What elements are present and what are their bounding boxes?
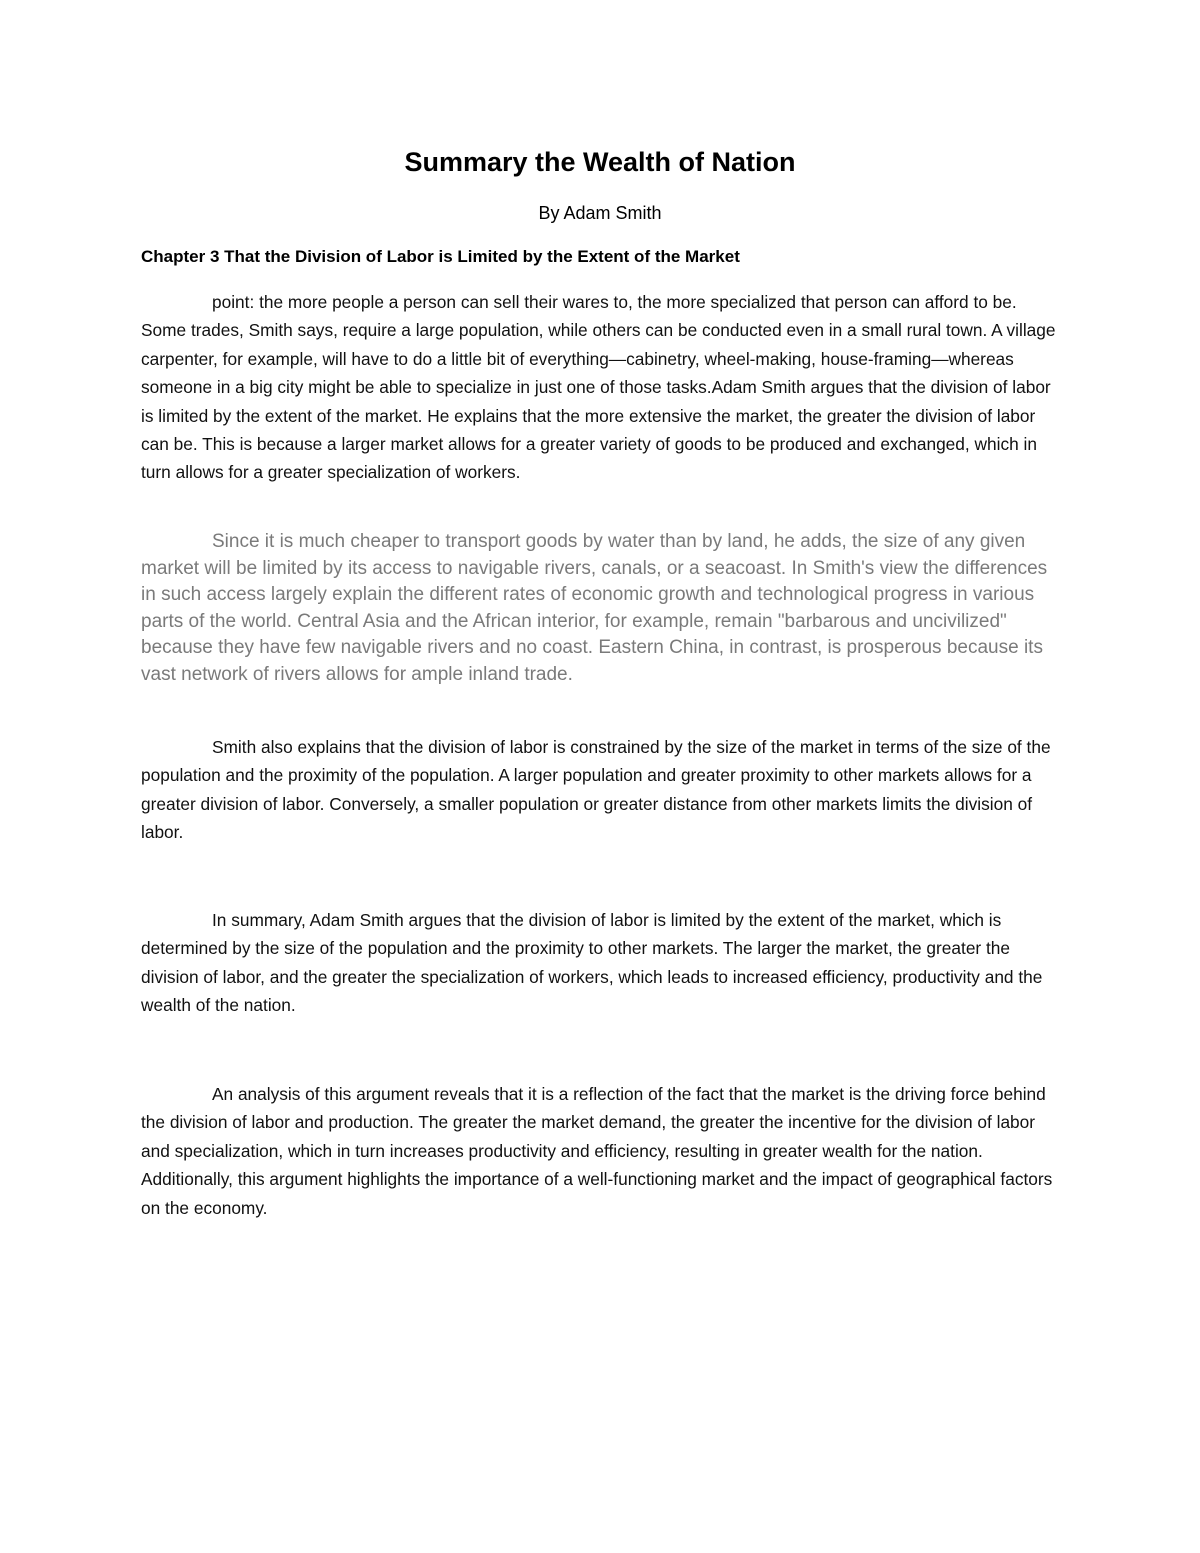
document-title: Summary the Wealth of Nation [404,147,796,177]
paragraph-population-proximity: Smith also explains that the division of labor is constrained by the size of the market in terms of the size of the population and the proximity of the population. A larger population and greater proximity to other markets allows for a greater division of labor. Conversely, a smaller population or greater distance from other markets limits the division of labor. [141,737,1051,843]
paragraph-water-transport: Since it is much cheaper to transport goods by water than by land, he adds, the size of any given market will be limited by its access to navigable rivers, canals, or a seacoast. In Smith's view the differences in such access largely explain the different rates of economic growth and technological progress in various parts of the world. Central Asia and the African interior, for example, remain "barbarous and uncivilized" because they have few navigable rivers and no coast. Eastern China, in contrast, is prosperous because its vast network of rivers allows for ample inland trade. [141,531,1048,685]
chapter-heading: Chapter 3 That the Division of Labor is Limited by the Extent of the Market [141,247,740,266]
paragraph-analysis: An analysis of this argument reveals that it is a reflection of the fact that the market is the driving force behind the division of labor and production. The greater the market demand, the greater the incentive for the division of labor and specialization, which in turn increases productivity and efficiency, resulting in greater wealth for the nation. Additionally, this argument highlights the importance of a well-functioning market and the impact of geographical factors on the economy. [141,1084,1053,1218]
paragraph-summary: In summary, Adam Smith argues that the division of labor is limited by the extent of the market, which is determined by the size of the population and the proximity to other markets. The larger the market, the greater the division of labor, and the greater the specialization of workers, which leads to increased efficiency, productivity and the wealth of the nation. [141,910,1043,1016]
paragraph-market-specialization: point: the more people a person can sell their wares to, the more specialized that person can afford to be. Some trades, Smith says, require a large population, while others can be conducted even in a small rural town. A village carpenter, for example, will have to do a little bit of everything—cabinetry, wheel-making, house-framing—whereas someone in a big city might be able to specialize in just one of those tasks.Adam Smith argues that the division of labor is limited by the extent of the market. He explains that the more extensive the market, the greater the division of labor can be. This is because a larger market allows for a greater variety of goods to be produced and exchanged, which in turn allows for a greater specialization of workers. [141,292,1056,483]
document-author: By Adam Smith [538,203,662,223]
